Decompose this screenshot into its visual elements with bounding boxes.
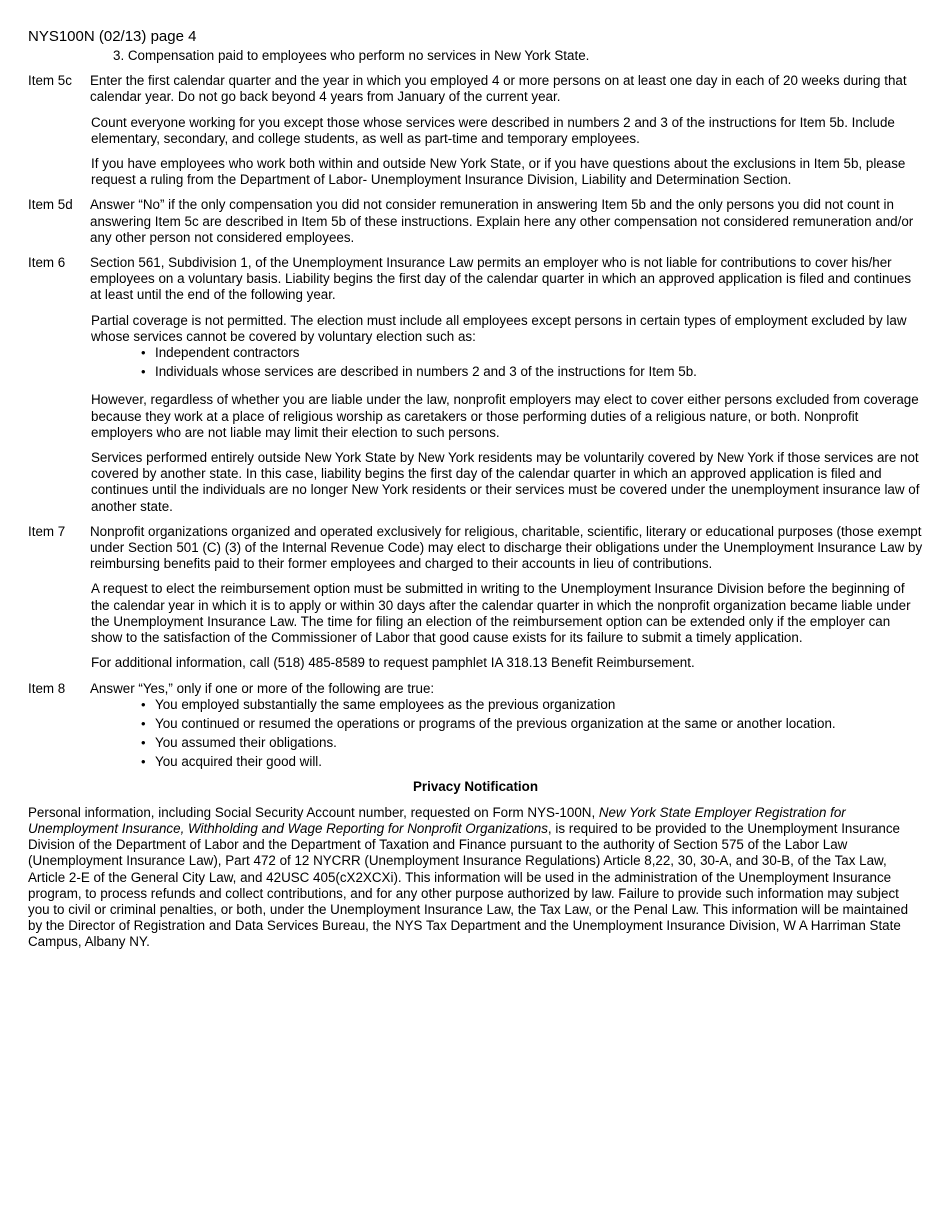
item-8 — [28, 681, 923, 771]
list-item: • You acquired their good will. — [155, 754, 923, 770]
document-page — [28, 28, 923, 951]
item-5d — [28, 197, 923, 246]
item-7-text: Nonprofit organizations organized and operated exclusively for religious, charitable, scientific, literary or educational purposes (those exempt under Section 501 (C) (3) of the Internal Revenue Code) may elect to discharge their obligations under the Unemployment Insurance Law by reimbursing benefits paid to their former employees and charged to their accounts in lieu of contributions. — [90, 523, 923, 572]
item-7-paragraph-1: A request to elect the reimbursement option must be submitted in writing to the Unemployment Insurance Division before the beginning of the calendar year in which it is to apply or within 30 days after the calendar quarter in which the nonprofit organization became liable under the Unemployment Insurance Law. The time for filing an election of the reimbursement option can be extended only if the employer can show to the satisfaction of the Commissioner of Labor that good cause exists for its failure to submit a timely application. — [91, 581, 911, 646]
form-header: NYS100N (02/13) page 4 — [28, 28, 197, 45]
item-7-label: Item 7 — [28, 523, 66, 539]
item-6-label: Item 6 — [28, 255, 66, 271]
item-6-text: Section 561, Subdivision 1, of the Unemployment Insurance Law permits an employer who is not liable for contributions to cover his/her employees on a voluntary basis. Liability begins the first day of the calendar quarter in which an approved application is filed and continues at least until the end of the following year. — [90, 255, 912, 303]
item-6-bullet-list — [28, 345, 923, 380]
item-6-paragraph-1: Partial coverage is not permitted. The election must include all employees except persons in certain types of employment excluded by law whose services cannot be covered by voluntary election such as: — [91, 312, 907, 344]
privacy-form-title: New York State Employer Registration for Unemployment Insurance, Withholding and Wage Reporting for Nonprofit Organizations — [28, 804, 846, 836]
item-8-text: Answer “Yes,” only if one or more of the following are true: — [90, 680, 435, 696]
item-5c-label: Item 5c — [28, 73, 72, 89]
item-5c-paragraph-1: Count everyone working for you except those whose services were described in numbers 2 and 3 of the instructions for Item 5b. Include elementary, secondary, and college students, as well as part-time and temporary employees. — [91, 114, 895, 146]
item-5d-label: Item 5d — [28, 197, 73, 213]
item-7 — [28, 524, 923, 672]
privacy-lead: Personal information, including Social Security Account number, requested on Form NYS-100N, — [28, 804, 599, 820]
item-5c-paragraph-2: If you have employees who work both within and outside New York State, or if you have questions about the exclusions in Item 5b, please request a ruling from the Department of Labor- Unemployment Insurance Division, Liability and Determination Section. — [91, 156, 906, 188]
item-5d-text: Answer “No” if the only compensation you did not consider remuneration in answering Item 5b and the only persons you did not count in answering Item 5c are described in Item 5b of these instructions. Explain here any other compensation not considered remuneration and/or any other person not considered employees. — [90, 197, 914, 245]
numbered-item-3: 3. Compensation paid to employees who perform no services in New York State. — [113, 48, 590, 63]
item-6-paragraph-2: However, regardless of whether you are liable under the law, nonprofit employers may elect to cover either persons excluded from coverage because they work at a place of religious worship as caretakers or those performing duties of a religious nature, or both. Nonprofit employers who are not liable may limit their election to such persons. — [91, 392, 919, 440]
list-item: • You employed substantially the same employees as the previous organization — [155, 697, 923, 713]
list-item: • Individuals whose services are described in numbers 2 and 3 of the instructions for Item 5b. — [155, 364, 923, 380]
list-item: • You continued or resumed the operations or programs of the previous organization at the same or another location. — [155, 716, 923, 732]
privacy-body: , is required to be provided to the Unemployment Insurance Division of the Department of Labor and the Department of Taxation and Finance pursuant to the authority of Section 575 of the Labor Law (Unemployment Insurance Law), Part 472 of 12 NYCRR (Unemployment Insurance Regulations) Article 8,22, 30, 30-A, and 30-B, of the Tax Law, Article 2-E of the General City Law, and 42USC 405(cX2XCXi). This information will be used in the administration of the Unemployment Insurance program, to process refunds and collect contributions, and for any other purpose authorized by law. Failure to provide such information may subject you to civil or criminal penalties, or both, under the Unemployment Insurance Law, the Tax Law, or the Penal Law. This information will be maintained by the Director of Registration and Data Services Bureau, the NYS Tax Department and the Unemployment Insurance Division, W A Harriman State Campus, Albany NY. — [28, 820, 909, 950]
list-item: • You assumed their obligations. — [155, 735, 923, 751]
item-6 — [28, 255, 923, 515]
item-8-label: Item 8 — [28, 680, 66, 696]
item-5c-text: Enter the first calendar quarter and the year in which you employed 4 or more persons on at least one day in each of 20 weeks during that calendar year. Do not go back beyond 4 years from January of the current year. — [90, 73, 907, 105]
privacy-notification-title: Privacy Notification — [412, 778, 538, 794]
item-6-paragraph-3: Services performed entirely outside New York State by New York residents may be voluntarily covered by New York if those services are not covered by another state. In this case, liability begins the first day of the calendar quarter in which an approved application is filed and continues until the individuals are no longer New York residents or their services must be covered under the unemployment insurance law of another state. — [91, 450, 920, 514]
privacy-notification-text — [28, 805, 923, 951]
item-7-paragraph-2: For additional information, call (518) 485-8589 to request pamphlet IA 318.13 Benefit Reimbursement. — [91, 655, 695, 671]
item-5c — [28, 73, 923, 188]
list-item: • Independent contractors — [155, 345, 923, 361]
item-8-bullet-list — [28, 697, 923, 771]
